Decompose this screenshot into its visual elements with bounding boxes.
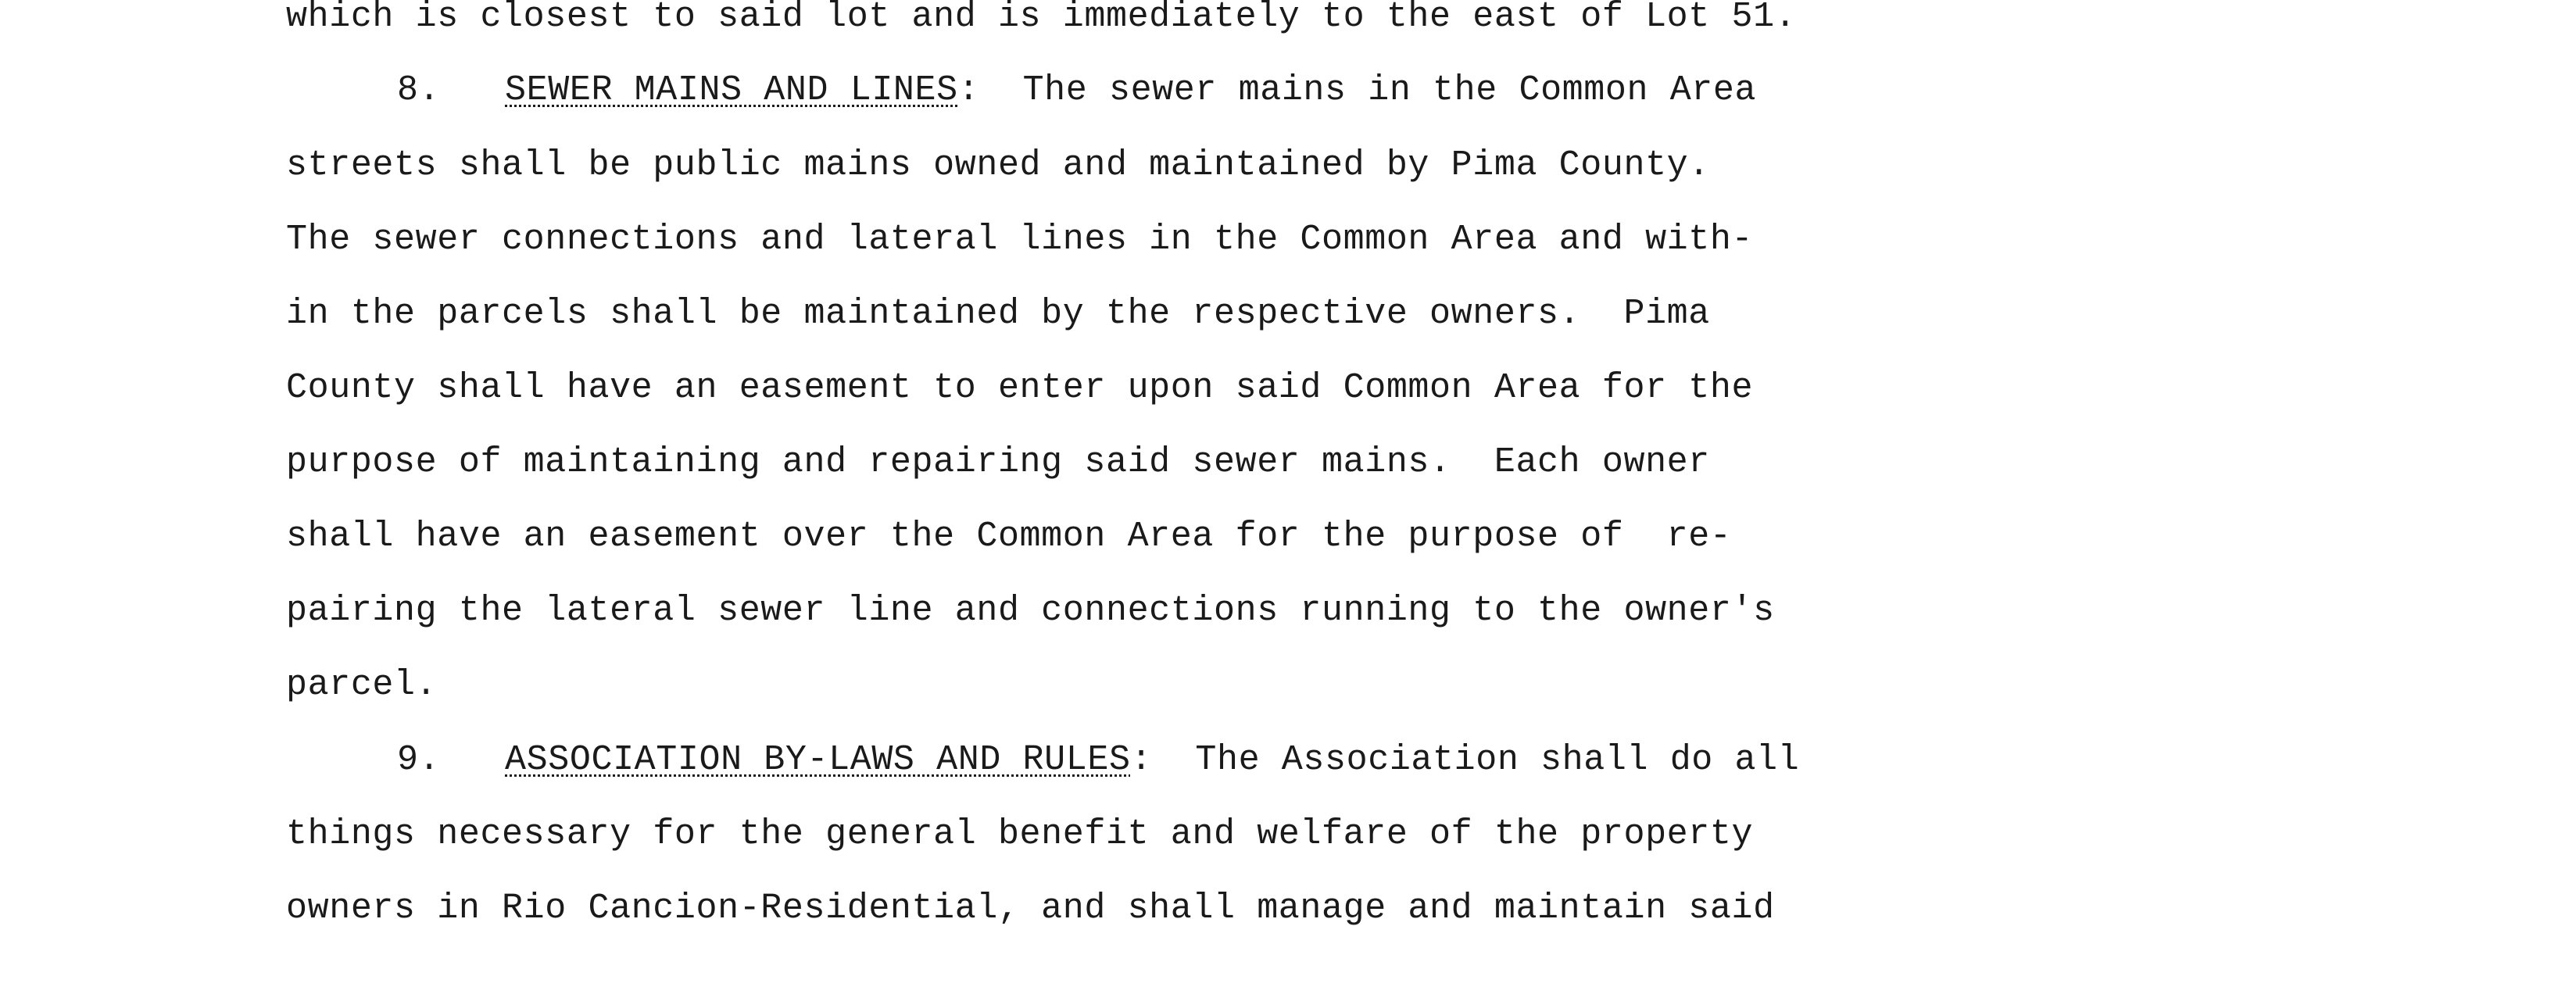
section-9-text: : The Association shall do all [1130,740,1800,780]
text-line-4: in the parcels shall be maintained by the respective owners. Pima [286,294,1710,334]
text-line-8: pairing the lateral sewer line and connections running to the owner's [286,591,1775,631]
text-line-10: things necessary for the general benefit and welfare of the property [286,814,1754,854]
section-9-number: 9. [397,740,441,780]
section-9-heading: ASSOCIATION BY-LAWS AND RULES [505,740,1131,780]
section-8-line [397,69,1756,113]
text-line-2: streets shall be public mains owned and maintained by Pima County. [286,145,1710,185]
text-line-3: The sewer connections and lateral lines in the Common Area and with- [286,220,1754,259]
section-8-heading: SEWER MAINS AND LINES [505,70,958,110]
section-8-text: : The sewer mains in the Common Area [957,70,1757,110]
text-line-7: shall have an easement over the Common Area for the purpose of re- [286,517,1732,556]
section-8-number: 8. [397,70,441,110]
text-line-11: owners in Rio Cancion-Residential, and shall manage and maintain said [286,889,1775,928]
text-line-5: County shall have an easement to enter upon said Common Area for the [286,368,1754,408]
text-line-1: which is closest to said lot and is immediately to the east of Lot 51. [286,0,1797,37]
text-line-6: purpose of maintaining and repairing said sewer mains. Each owner [286,442,1710,482]
text-line-9: parcel. [286,665,438,705]
section-9-line [397,738,1799,782]
